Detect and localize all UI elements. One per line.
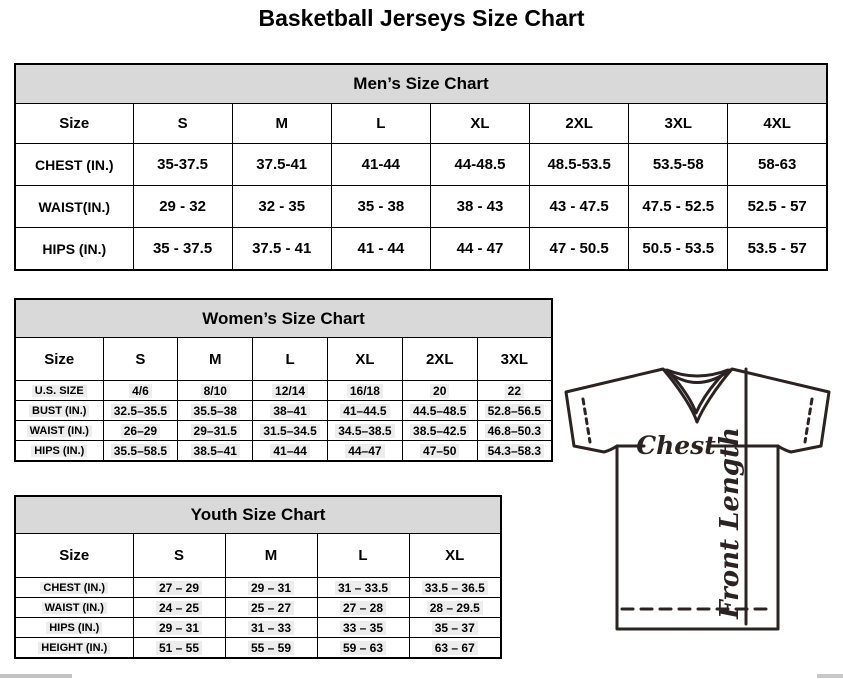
measurement-row — [15, 421, 552, 441]
size-value-cell: 52.5 - 57 — [728, 186, 827, 228]
size-value-cell — [327, 401, 402, 421]
size-value-cell-text: 35 – 37 — [432, 621, 478, 635]
row-label-text: CHEST (IN.) — [40, 582, 108, 594]
column-header: 2XL — [530, 104, 629, 144]
size-value-cell: 50.5 - 53.5 — [629, 228, 728, 271]
measurement-row — [15, 186, 827, 228]
size-value-cell-text: 54.3–58.3 — [485, 444, 544, 458]
column-header: 3XL — [629, 104, 728, 144]
row-label-text: HEIGHT (IN.) — [38, 642, 110, 654]
size-value-cell: 53.5-58 — [629, 144, 728, 186]
size-value-cell — [409, 598, 501, 618]
column-header: M — [232, 104, 331, 144]
size-value-cell-text: 44–47 — [345, 444, 384, 458]
size-value-cell — [327, 441, 402, 462]
size-value-cell — [178, 421, 253, 441]
size-value-cell: 53.5 - 57 — [728, 228, 827, 271]
size-value-cell-text: 22 — [505, 384, 524, 398]
column-header: 3XL — [477, 338, 552, 381]
size-header-row — [15, 104, 827, 144]
size-value-cell-text: 28 – 29.5 — [427, 601, 483, 615]
size-value-cell-text: 4/6 — [129, 384, 152, 398]
size-value-cell: 37.5 - 41 — [232, 228, 331, 271]
size-value-cell-text: 31 – 33 — [248, 621, 294, 635]
size-value-cell-text: 55 – 59 — [248, 641, 294, 655]
size-value-cell — [409, 638, 501, 659]
size-value-cell-text: 31.5–34.5 — [260, 424, 319, 438]
row-label — [15, 578, 133, 598]
table-title: Youth Size Chart — [15, 496, 501, 534]
column-header: L — [331, 104, 430, 144]
size-value-cell — [253, 421, 328, 441]
corner-label: Size — [15, 338, 103, 381]
size-value-cell-text: 29 – 31 — [156, 621, 202, 635]
front-length-label: Front Length — [715, 427, 745, 619]
size-value-cell — [317, 578, 409, 598]
measurement-row — [15, 598, 501, 618]
row-label: CHEST (IN.) — [15, 144, 133, 186]
size-value-cell — [225, 618, 317, 638]
column-header: S — [133, 104, 232, 144]
size-value-cell-text: 8/10 — [201, 384, 230, 398]
corner-label: Size — [15, 104, 133, 144]
size-value-cell-text: 63 – 67 — [432, 641, 478, 655]
size-value-cell — [409, 618, 501, 638]
column-header: XL — [430, 104, 529, 144]
size-value-cell — [477, 441, 552, 462]
size-value-cell: 47 - 50.5 — [530, 228, 629, 271]
measurement-row — [15, 228, 827, 271]
size-value-cell — [327, 381, 402, 401]
size-value-cell-text: 26–29 — [121, 424, 160, 438]
size-value-cell-text: 25 – 27 — [248, 601, 294, 615]
table-title-row — [15, 64, 827, 104]
size-value-cell — [103, 381, 178, 401]
chest-label: Chest — [636, 431, 716, 460]
jersey-measurement-diagram — [556, 358, 843, 668]
table-title-row — [15, 299, 552, 338]
size-value-cell: 32 - 35 — [232, 186, 331, 228]
size-value-cell-text: 41–44.5 — [340, 404, 389, 418]
row-label — [15, 381, 103, 401]
size-value-cell: 35 - 37.5 — [133, 228, 232, 271]
size-value-cell: 44-48.5 — [430, 144, 529, 186]
row-label — [15, 401, 103, 421]
size-value-cell-text: 34.5–38.5 — [335, 424, 394, 438]
size-value-cell-text: 41–44 — [270, 444, 309, 458]
size-value-cell — [402, 421, 477, 441]
column-header: XL — [409, 534, 501, 578]
size-value-cell: 47.5 - 52.5 — [629, 186, 728, 228]
column-header: 2XL — [402, 338, 477, 381]
size-value-cell-text: 33 – 35 — [340, 621, 386, 635]
column-header: L — [253, 338, 328, 381]
size-value-cell — [103, 441, 178, 462]
size-value-cell-text: 59 – 63 — [340, 641, 386, 655]
size-value-cell-text: 38–41 — [270, 404, 309, 418]
size-value-cell-text: 29–31.5 — [191, 424, 240, 438]
measurement-row — [15, 578, 501, 598]
row-label-text: HIPS (IN.) — [31, 445, 87, 457]
collar-back-arc-1 — [667, 370, 728, 376]
size-value-cell — [133, 638, 225, 659]
size-value-cell — [225, 638, 317, 659]
size-value-cell-text: 35.5–38 — [191, 404, 240, 418]
size-value-cell-text: 47–50 — [420, 444, 459, 458]
mens-size-table — [14, 63, 828, 271]
size-header-row — [15, 338, 552, 381]
horizontal-scrollbar-thumb[interactable] — [0, 674, 72, 678]
size-value-cell — [178, 401, 253, 421]
size-value-cell-text: 12/14 — [272, 384, 308, 398]
size-value-cell-text: 33.5 – 36.5 — [422, 581, 488, 595]
table-title-row — [15, 496, 501, 534]
size-value-cell: 38 - 43 — [430, 186, 529, 228]
row-label: WAIST(IN.) — [15, 186, 133, 228]
size-value-cell — [317, 618, 409, 638]
size-header-row — [15, 534, 501, 578]
column-header: M — [178, 338, 253, 381]
row-label-text: BUST (IN.) — [29, 405, 89, 417]
size-value-cell — [477, 381, 552, 401]
size-value-cell-text: 29 – 31 — [248, 581, 294, 595]
size-value-cell-text: 27 – 28 — [340, 601, 386, 615]
size-value-cell — [402, 441, 477, 462]
size-value-cell — [178, 441, 253, 462]
corner-label: Size — [15, 534, 133, 578]
size-value-cell-text: 35.5–58.5 — [111, 444, 170, 458]
table-title: Men’s Size Chart — [15, 64, 827, 104]
size-value-cell: 35-37.5 — [133, 144, 232, 186]
row-label: HIPS (IN.) — [15, 228, 133, 271]
row-label-text: HIPS (IN.) — [46, 622, 102, 634]
size-value-cell-text: 46.8–50.3 — [485, 424, 544, 438]
row-label — [15, 638, 133, 659]
size-value-cell-text: 44.5–48.5 — [410, 404, 469, 418]
size-value-cell — [253, 401, 328, 421]
size-value-cell-text: 38.5–41 — [191, 444, 240, 458]
size-value-cell — [477, 401, 552, 421]
size-value-cell — [133, 598, 225, 618]
size-value-cell — [133, 618, 225, 638]
size-value-cell — [178, 381, 253, 401]
size-value-cell — [409, 578, 501, 598]
row-label — [15, 441, 103, 462]
size-value-cell-text: 27 – 29 — [156, 581, 202, 595]
size-value-cell — [317, 598, 409, 618]
womens-size-table — [14, 298, 553, 462]
size-value-cell: 35 - 38 — [331, 186, 430, 228]
size-value-cell — [225, 578, 317, 598]
size-value-cell-text: 16/18 — [347, 384, 383, 398]
size-value-cell-text: 20 — [430, 384, 449, 398]
column-header: S — [133, 534, 225, 578]
size-value-cell — [317, 638, 409, 659]
size-value-cell: 48.5-53.5 — [530, 144, 629, 186]
size-value-cell — [103, 421, 178, 441]
size-value-cell — [402, 401, 477, 421]
size-value-cell — [402, 381, 477, 401]
size-value-cell-text: 31 – 33.5 — [335, 581, 391, 595]
measurement-row — [15, 144, 827, 186]
size-value-cell — [253, 381, 328, 401]
row-label-text: WAIST (IN.) — [27, 425, 92, 437]
measurement-row — [15, 638, 501, 659]
measurement-row — [15, 618, 501, 638]
row-label — [15, 618, 133, 638]
size-value-cell: 41 - 44 — [331, 228, 430, 271]
size-value-cell: 44 - 47 — [430, 228, 529, 271]
measurement-row — [15, 381, 552, 401]
size-value-cell — [253, 441, 328, 462]
size-value-cell: 37.5-41 — [232, 144, 331, 186]
row-label — [15, 421, 103, 441]
size-value-cell-text: 32.5–35.5 — [111, 404, 170, 418]
column-header: M — [225, 534, 317, 578]
size-value-cell: 58-63 — [728, 144, 827, 186]
measurement-row — [15, 401, 552, 421]
size-value-cell: 29 - 32 — [133, 186, 232, 228]
size-value-cell: 41-44 — [331, 144, 430, 186]
page-title: Basketball Jerseys Size Chart — [258, 5, 585, 31]
size-value-cell: 43 - 47.5 — [530, 186, 629, 228]
column-header: L — [317, 534, 409, 578]
measurement-row — [15, 441, 552, 462]
size-value-cell — [225, 598, 317, 618]
row-label-text: U.S. SIZE — [32, 385, 87, 397]
size-value-cell — [477, 421, 552, 441]
size-value-cell-text: 52.8–56.5 — [485, 404, 544, 418]
size-value-cell — [103, 401, 178, 421]
size-value-cell — [327, 421, 402, 441]
size-value-cell-text: 51 – 55 — [156, 641, 202, 655]
size-value-cell-text: 38.5–42.5 — [410, 424, 469, 438]
horizontal-scrollbar-track-end[interactable] — [817, 674, 843, 678]
column-header: 4XL — [728, 104, 827, 144]
column-header: S — [103, 338, 178, 381]
youth-size-table — [14, 495, 502, 659]
row-label — [15, 598, 133, 618]
size-value-cell — [133, 578, 225, 598]
size-value-cell-text: 24 – 25 — [156, 601, 202, 615]
column-header: XL — [327, 338, 402, 381]
row-label-text: WAIST (IN.) — [42, 602, 107, 614]
table-title: Women’s Size Chart — [15, 299, 552, 338]
